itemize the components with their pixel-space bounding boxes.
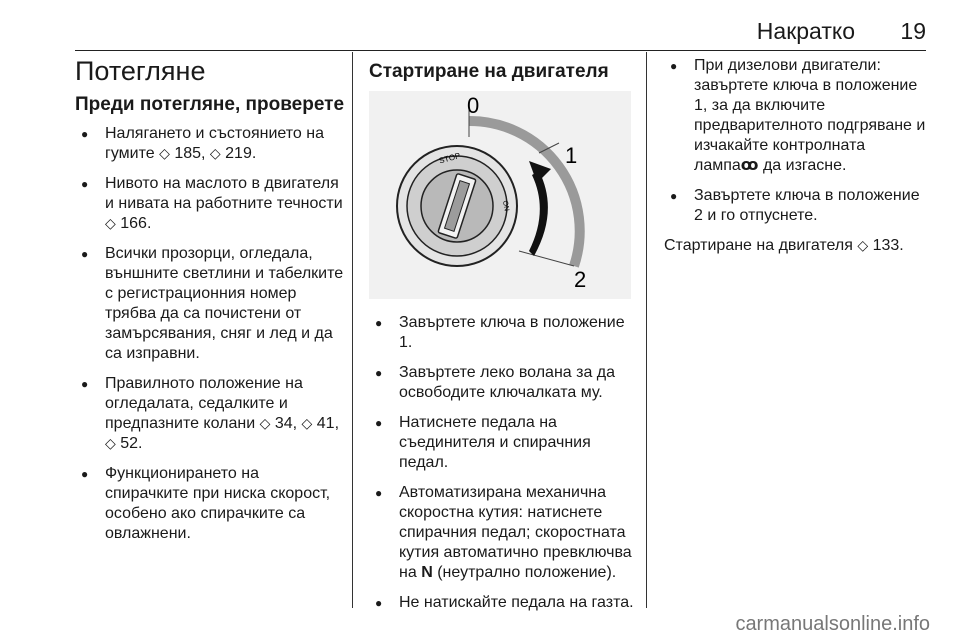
page-header [0,6,960,46]
list-item: ● Автоматизирана механична скоростна кутия: натиснете спирачния педал; скоростната кутия автоматично превключва на N (неутрално положение). [369,483,641,583]
section-title: Накратко [756,18,855,44]
page-ref[interactable]: 166 [120,215,147,232]
page-ref-icon: ◇ [105,436,116,452]
list-item: ● Завъртете ключа в положение 2 и го отпуснете. [664,186,928,226]
page-ref-icon: ◇ [105,216,116,232]
page-ref[interactable]: 219 [225,145,252,162]
page-ref[interactable]: 34 [274,415,293,432]
list-item: ● Налягането и състоянието на гумите ◇ 185, ◇ 219. [75,124,345,164]
page-ref[interactable]: 133 [872,237,900,254]
position-label-0: 0 [467,93,480,118]
watermark: carmanualsonline.info [735,613,930,635]
ignition-figure [369,91,631,299]
start-steps [369,313,641,613]
list-item: ● Завъртете леко волана за да освободите ключалката му. [369,363,641,403]
header-rule [75,50,926,51]
page-ref[interactable]: 185 [174,145,202,162]
list-item: ● Натиснете педала на съединителя и спирачния педал. [369,413,641,473]
list-item: ● Правилното положение на огледалата, седалките и предпазните колани ◇ 34, ◇ 41, ◇ 52. [75,374,345,454]
page-ref-icon: ◇ [209,146,221,162]
page-ref-icon: ◇ [857,238,869,254]
heading-engine-start: Стартиране на двигателя [369,61,609,82]
column-middle [369,56,641,623]
glow-plug-icon: ꝏ [740,157,759,174]
page-ref-icon: ◇ [259,416,271,432]
list-item: ● Не натискайте педала на газта. [369,593,641,613]
page-number: 19 [900,18,926,44]
column-divider [352,52,353,608]
position-label-1: 1 [565,143,578,168]
ignition-switch-illustration [369,91,631,299]
diesel-steps [664,56,928,226]
checklist [75,124,345,544]
page-ref-icon: ◇ [301,416,313,432]
heading-driving-off: Потегляне [75,56,206,86]
list-item: ● Завъртете ключа в положение 1. [369,313,641,353]
page-ref[interactable]: 52 [120,435,139,452]
list-item: ● Функционирането на спирачките при ниска скорост, особено ако спирачките са овлажнени. [75,464,345,544]
list-item: ● Всички прозорци, огледала, външните светлини и табелките с регистрационния номер трябва да са почистени от замърсявания, сняг и лед и да са изправни. [75,244,345,364]
cross-reference: Стартиране на двигателя ◇ 133. [664,237,904,254]
page-ref[interactable]: 41 [316,415,335,432]
column-left [75,56,345,554]
key-mark-on: ON [501,200,510,212]
column-right [664,56,928,256]
list-item: ● Нивото на маслото в двигателя и нивата на работните течности ◇ 166. [75,174,345,234]
column-divider [646,52,647,608]
neutral-gear-letter: N [421,564,433,581]
list-item: ● При дизелови двигатели: завъртете ключа в положение 1, за да включите предварителното подгряване и изчакайте контролната лампаꝏ да изгасне. [664,56,928,176]
position-label-2: 2 [574,267,587,292]
subheading-checks: Преди потегляне, проверете [75,94,345,115]
page-ref-icon: ◇ [159,146,170,162]
key-mark-stop: STOP [438,151,462,166]
